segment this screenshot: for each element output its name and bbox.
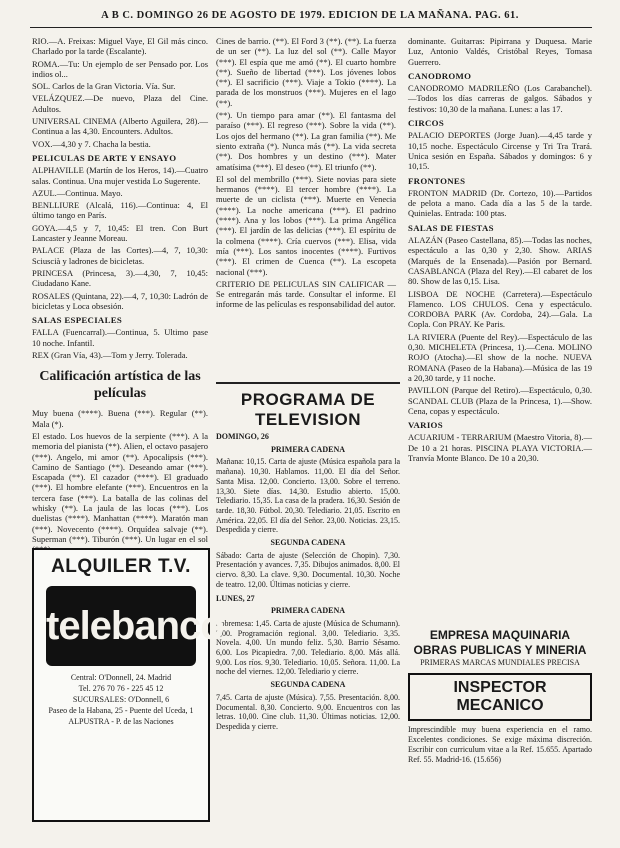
listing: ALPHAVILLE (Martín de los Heros, 14).—Cuatro salas. Continua. Una mujer vestida Lo Sugerente. xyxy=(32,165,208,186)
ad-line: Tel. 276 70 76 - 225 45 12 xyxy=(78,684,164,693)
listing: FRONTON MADRID (Dr. Cortezo, 10).—Partidos de pelota a mano. Cada día a las 5 de la tarde. Quinielas. Entrada: 100 ptas. xyxy=(408,187,592,219)
section-heading: PELICULAS DE ARTE Y ENSAYO xyxy=(32,152,177,163)
listings-column-3 xyxy=(408,36,592,566)
ad-body: Imprescindible muy buena experiencia en el ramo. Excelentes condiciones. Se exige máxima discreción. Escribir con curriculum vitae a la Ref. 15.655. Apartado Ref. 55. Madrid-16. (15.656) xyxy=(408,725,592,764)
rating-key: Muy buena (****). Buena (***). Regular (**). Mala (*). xyxy=(32,408,208,429)
listing: PRINCESA (Princesa, 3).—4,30, 7, 10,45: Ciudadano Kane. xyxy=(32,267,208,289)
ad-line: SUCURSALES: O'Donnell, 6 xyxy=(72,695,170,704)
section-heading: CANODROMO xyxy=(408,70,472,81)
section-heading: SALAS ESPECIALES xyxy=(32,315,123,326)
listings-column-2 xyxy=(216,36,396,376)
ad-line: ALPUSTRA - P. de las Naciones xyxy=(68,717,174,726)
channel-heading: SEGUNDA CADENA xyxy=(270,680,346,690)
listing: dominante. Guitarras: Pipirrana y Duquesa. Marie Luz, Antonio Valdés, Cristóbal Reyes, Tomasa Guerrero. xyxy=(408,36,592,67)
listing: ALAZÁN (Paseo Castellana, 85).—Todas las noches, espectáculo a las 0,30 y 2,30. Show. ARIAS (Marqués de la Ensenada).—Pasión por Bernard. CASABLANCA (Plaza del Rey).—El cabaret de los 80. Show de las 0,15. Lisa. xyxy=(408,235,592,287)
ad-address xyxy=(34,672,208,727)
listing: VELÁZQUEZ.—De nuevo, Plaza del Cine. Adultos. xyxy=(32,93,208,114)
tv-schedule: Mañana: 10,15. Carta de ajuste (Música española para la mañana). 10,30. Hablamos. 11,00. El día del Señor. Santa Misa. 12,00. Concierto. 13,00. Sobre el terreno. 13,30. Siete días. 14,30. Estudio abierto. 15,00. Telediario. 15,35. La casa de la pradera. 16,30. Sesión de tarde. 18,30. Fútbol. 20,30. Telediario. 21,05. Escrito en América. 22,05. El día del Señor. 23,00. Noticias. 23,15. Despedida y cierre. xyxy=(216,457,400,535)
listing: PAVILLON (Parque del Retiro).—Espectáculo, 0,30. SCANDAL CLUB (Plaza de la Princesa, 1).—Show. Cena, copas y espectáculo. xyxy=(408,385,592,416)
tv-day: LUNES, 27 xyxy=(216,593,255,603)
listing: BENLLIURE (Alcalá, 116).—Continua: 4, El último tango en París. xyxy=(32,200,208,221)
tv-schedule: Sábado: Carta de ajuste (Selección de Chopin). 7,30. Presentación y avances. 7,35. Dibujos animados. 8,00. El ciervo. 8,30. La clave. 9,30. Documental. 10,30. Noche de teatro. 12,00. Últimas noticias y cierre. xyxy=(216,550,400,589)
page-header: A B C. DOMINGO 26 DE AGOSTO DE 1979. EDICION DE LA MAÑANA. PAG. 61. xyxy=(101,10,519,21)
telebanco-ad xyxy=(32,548,224,822)
listing: UNIVERSAL CINEMA (Alberto Aguilera, 28).—Continua a las 4,30. Encounters. Adultos. xyxy=(32,116,208,137)
header-rule xyxy=(30,27,592,28)
machinery-ad xyxy=(408,628,592,848)
listing: PALACE (Plaza de las Cortes).—4, 7, 10,30: Sciuscià y ladrones de bicicletas. xyxy=(32,245,208,266)
tv-schedule: Sobremesa: 1,45. Carta de ajuste (Música de Schumann). 2,00. Programación regional. 3,00. Telediario. 3,35. Novela. 4,00. Un mundo feliz. 5,30. Barrio Sésamo. 6,00. Los Picapiedra. 7,00. Telediario. 8,00. Más allá. 9,00. Los ríos. 9,30. Telediario. 10,05. Señora. 11,00. La noche del viernes. 12,00. Telediario y cierre. xyxy=(216,618,400,677)
ad-subheading: PRIMERAS MARCAS MUNDIALES PRECISA xyxy=(420,658,580,667)
listings-column-1 xyxy=(32,36,208,546)
tv-day: DOMINGO, 26 xyxy=(216,432,269,441)
section-heading: CIRCOS xyxy=(408,118,445,129)
ad-position-title: INSPECTOR MECANICO xyxy=(408,673,592,721)
rating-list: (**). Un tiempo para amar (**). El fantasma del paraíso (***). El regreso (***). Sobre la vida (**). Los ojos del hermano (**). La gran familia (**). Me siento extraña (*). Nunca más (**). La vida secreta (**). Dos hombres y un destino (***). Mater amatísima (***). El deseo (**). El triunfo (**). xyxy=(216,110,396,172)
ad-line: Paseo de la Habana, 25 - Puente del Uceda, 1 xyxy=(48,706,194,715)
section-heading: VARIOS xyxy=(408,420,443,431)
rating-list: Cines de barrio. (**). El Ford 3 (**). (**). La fuerza de un ser (**). La luz del sol (**). Calle Mayor (***). El espía que me amó (**). El cuarto hombre (**). Sueño de libertad (***). Los jóvenes lobos (**). El sacrificio (***). Viaje a Tokio (****). La parada de los monstruos (***). Mujeres en el lago (**). xyxy=(216,36,396,108)
channel-heading: PRIMERA CADENA xyxy=(271,444,345,454)
tv-programme xyxy=(216,390,400,732)
criteria-note: CRITERIO DE PELICULAS SIN CALIFICAR — Se entregarán más tarde. Consultar el informe. El informe de las películas es responsabilidad del autor. xyxy=(216,278,396,310)
section-heading: SALAS DE FIESTAS xyxy=(408,222,494,233)
listing: LISBOA DE NOCHE (Carretera).—Espectáculo Flamenco. LOS CHULOS. Cena y espectáculo. CORDOBA PARK (Av. Cordoba, 24).—Gala. La Copla. Con PRAY. Ke Paris. xyxy=(408,288,592,330)
listing: AZUL.—Continua. Mayo. xyxy=(32,187,123,198)
listing: PALACIO DEPORTES (Jorge Juan).—4,45 tarde y 10,15 noche. Espectáculo Circense y Tri Tra Trará. Unica sesión en España. Sábados y domingos: 6 y 10,15. xyxy=(408,130,592,172)
tv-schedule: 7,45. Carta de ajuste (Música). 7,55. Presentación. 8,00. Documental. 8,30. Concierto. 9,00. Encuentros con las letras. 10,00. Cine club. 11,30. Últimas noticias. 12,00. Despedida y cierre. xyxy=(216,692,400,731)
ad-headline: EMPRESA MAQUINARIA OBRAS PUBLICAS Y MINERIA xyxy=(413,628,587,657)
tv-title: PROGRAMA DE TELEVISION xyxy=(240,390,376,429)
rating-heading: Calificación artística de las películas xyxy=(39,369,201,402)
listing: RIO.—A. Freixas: Miguel Vaye, El Gil más cinco. Charlado por la tarde (Escalante). xyxy=(32,36,208,57)
listing: SOL. Carlos de la Gran Victoria. Vía. Sur. xyxy=(32,81,176,92)
ad-headline: ALQUILER T.V. xyxy=(51,556,191,577)
tv-rule xyxy=(216,382,400,384)
rating-list: El estado. Los huevos de la serpiente (***). A la memoria del pianista (**). Alien, el octavo pasajero (***). Angelo, mi amor (**). Apocalipsis (***). Camino de Santiago (**). Deseando amar (***). Escapada (**). El cazador (****). El graduado (***). El hombre elefante (***). Encuentros en la tercera fase (***). La batalla de las colinas del whisky (**). La jaula de las locas (***). Los duelistas (****). Manhattan (****). Maratón man (***). Novecento (****). Orquídea salvaje (**). Superman (***). Tiburón (***). Un lugar en el sol xyxy=(32,430,208,544)
listing: VOX.—4,30 y 7. Chacha la bestia. xyxy=(32,138,151,149)
channel-heading: PRIMERA CADENA xyxy=(271,606,345,616)
listing: FALLA (Fuencarral).—Continua, 5. Ultimo pase 10 noche. Infantil. xyxy=(32,327,208,348)
listing: GOYA.—4,5 y 7, 10,45: El tren. Con Burt Lancaster y Jeanne Moreau. xyxy=(32,222,208,244)
listing: ROMA.—Tu: Un ejemplo de ser Pensado por. Los indios ol... xyxy=(32,58,208,79)
listing: LA RIVIERA (Puente del Rey).—Espectáculo de las 0,30. MICHELETA (Princesa, 1).—Cena. MOLINO ROJO (Atocha).—El show de la noche. NUEVA ROMANA (Paseo de la Habana).—Música de las 19 a 20,30 tarde, y 11 noche. xyxy=(408,331,592,383)
ad-line: Central: O'Donnell, 24. Madrid xyxy=(70,673,172,682)
listing: ROSALES (Quintana, 22).—4, 7, 10,30: Ladrón de bicicletas y Loca obsesión. xyxy=(32,290,208,311)
telebanco-logo: telebanco xyxy=(46,586,196,666)
listing: CANODROMO MADRILEÑO (Los Carabanchel).—Todos los días carreras de galgos. Sábados y festivos: 10,30 de la mañana. Lunes: a las 17. xyxy=(408,83,592,114)
section-heading: FRONTONES xyxy=(408,175,466,186)
channel-heading: SEGUNDA CADENA xyxy=(270,538,346,548)
listing: ACUARIUM - TERRARIUM (Maestro Vitoria, 8).—De 10 a 21 horas. PISCINA PLAYA VICTORIA.—Tranvía Monte Blanco. De 10 a 20,30. xyxy=(408,432,592,463)
rating-list: El sol del membrillo (***). Siete novias para siete hermanos (****). El tercer hombre (****). La muerte de un ciclista (***). Muerte en Venecia (****). La noche americana (***). El padrino (****). Ana y los lobos (***). La prima Angélica (***). El jardín de las delicias (***). El espíritu de la colmena (****). Cría cuervos (***). Elisa, vida mía (***). Los santos inocentes (****). Furtivos (***). El crimen de Cuenca (**). La escopeta nacional (***). xyxy=(216,173,396,277)
listing: REX (Gran Vía, 43).—Tom y Jerry. Tolerada. xyxy=(32,350,188,361)
